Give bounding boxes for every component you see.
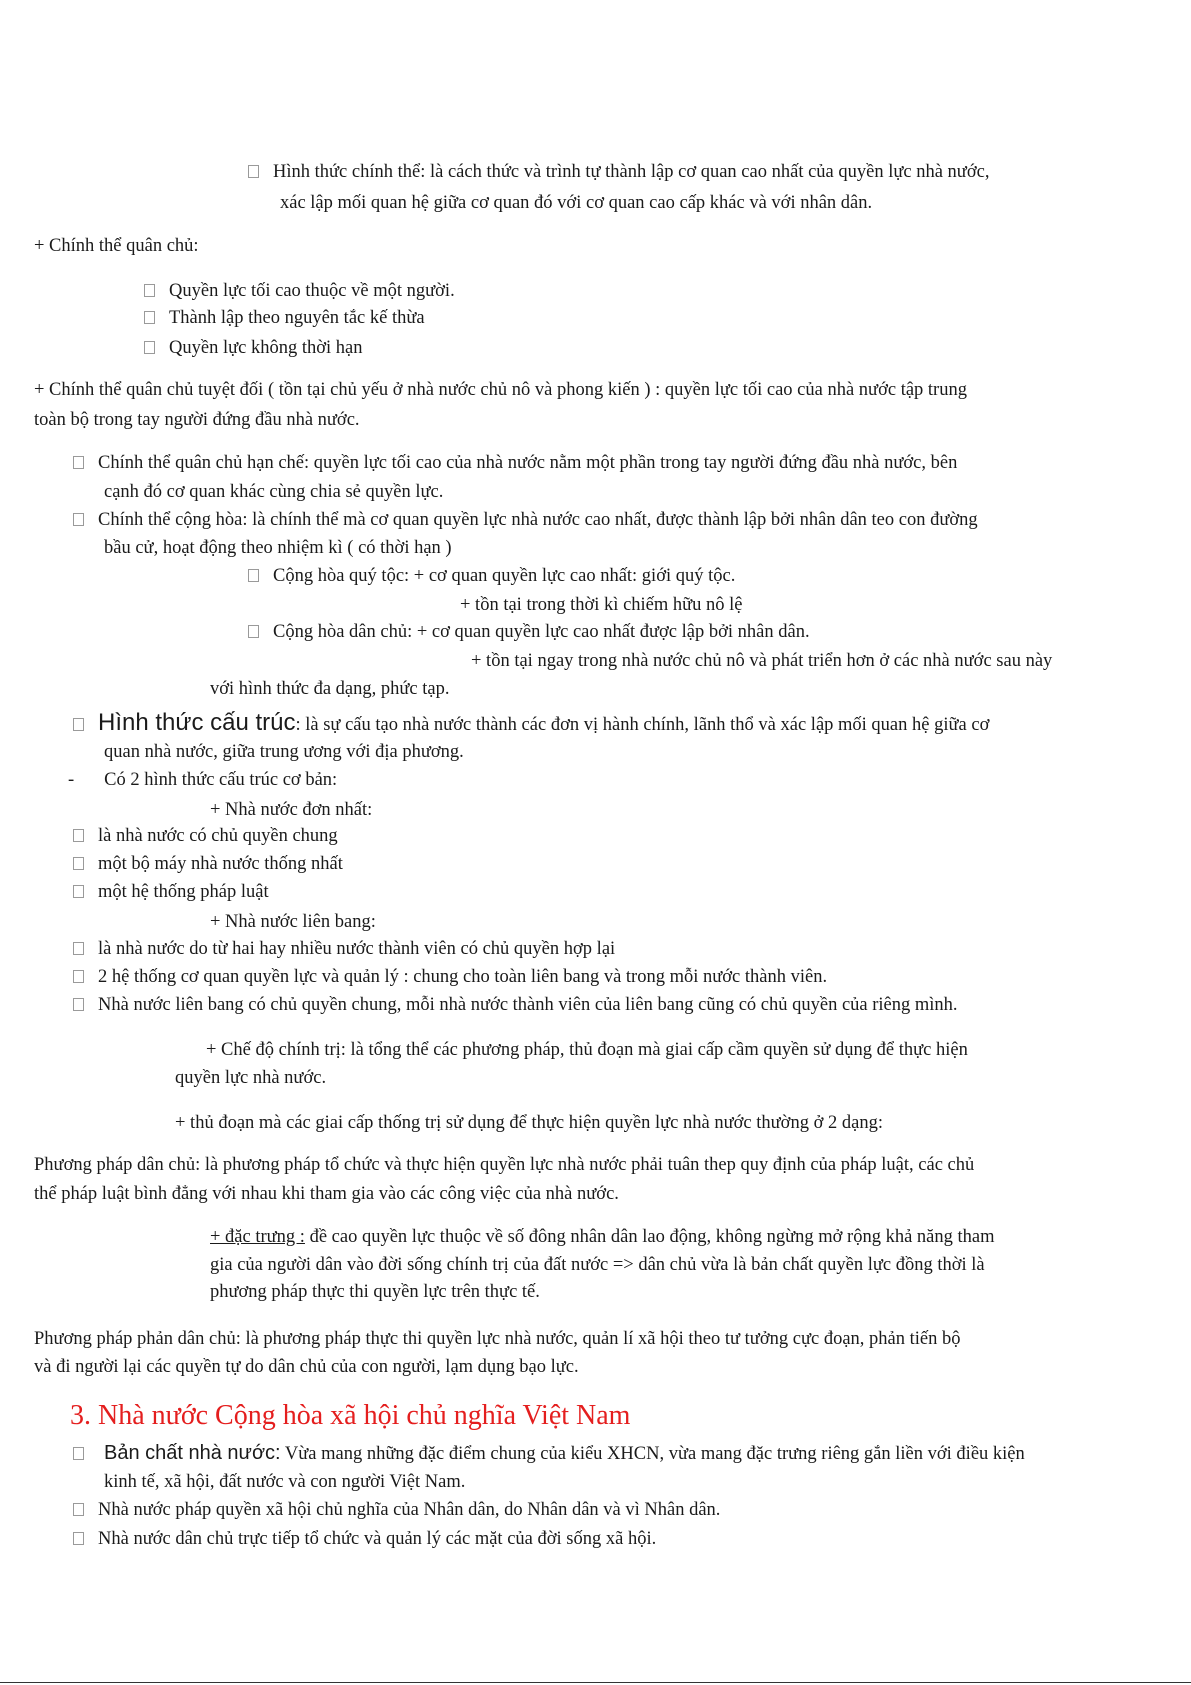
text: Nhà nước pháp quyền xã hội chủ nghĩa của Nhân dân, do Nhân dân và vì Nhân dân. [98, 1500, 721, 1520]
han-che-line-2: cạnh đó cơ quan khác cùng chia sẻ quyền lực. [104, 482, 444, 502]
quan-chu-bullet [144, 278, 455, 304]
checkbox-icon [73, 456, 84, 469]
lien-bang-bullet [73, 964, 827, 990]
checkbox-icon [73, 942, 84, 955]
ban-chat-line-2: kinh tế, xã hội, đất nước và con người Việt Nam. [104, 1472, 466, 1492]
ban-chat-label: Bản chất nhà nước: [104, 1442, 281, 1464]
text: Hình thức chính thể: là cách thức và trình tự thành lập cơ quan cao nhất của quyền lực nhà nước, [273, 162, 990, 182]
text: Nhà nước dân chủ trực tiếp tổ chức và quản lý các mặt của đời sống xã hội. [98, 1529, 657, 1549]
checkbox-icon [73, 885, 84, 898]
text: Vừa mang những đặc điểm chung của kiểu XHCN, vừa mang đặc trưng riêng gắn liền với điều kiện [280, 1444, 1025, 1464]
chinh-the-line-2: xác lập mối quan hệ giữa cơ quan đó với cơ quan cao cấp khác và với nhân dân. [280, 193, 873, 213]
checkbox-icon [248, 165, 259, 178]
cong-hoa-line-1 [73, 507, 978, 533]
checkbox-icon [144, 311, 155, 324]
bottom-divider [0, 1682, 1191, 1683]
text: Nhà nước liên bang có chủ quyền chung, mỗi nhà nước thành viên của liên bang cũng có chủ quyền của riêng mình. [98, 995, 958, 1015]
dac-trung-label: + đặc trưng : [210, 1227, 305, 1247]
checkbox-icon [73, 829, 84, 842]
che-do-line-1: + Chế độ chính trị: là tổng thể các phương pháp, thủ đoạn mà giai cấp cầm quyền sử dụng để thực hiện [206, 1040, 968, 1060]
chinh-the-line-1 [248, 159, 989, 185]
cau-truc-title: Hình thức cấu trúc [98, 709, 296, 736]
dac-trung-line-1 [210, 1224, 995, 1250]
cong-hoa-line-2: bầu cử, hoạt động theo nhiệm kì ( có thời hạn ) [104, 538, 452, 558]
don-nhat-heading: + Nhà nước đơn nhất: [210, 800, 373, 820]
lien-bang-bullet [73, 992, 958, 1018]
checkbox-icon [144, 284, 155, 297]
dash: - [68, 770, 75, 790]
dan-chu-line-2: + tồn tại ngay trong nhà nước chủ nô và phát triển hơn ở các nhà nước sau này [471, 651, 1053, 671]
section-3-bullet [73, 1497, 720, 1523]
text: Cộng hòa quý tộc: + cơ quan quyền lực cao nhất: giới quý tộc. [273, 566, 736, 586]
text: một hệ thống pháp luật [98, 882, 269, 902]
section-3-bullet [73, 1526, 656, 1552]
thu-doan-line: + thủ đoạn mà các giai cấp thống trị sử dụng để thực hiện quyền lực nhà nước thường ở 2 dạng: [175, 1113, 883, 1133]
lien-bang-bullet [73, 936, 615, 962]
don-nhat-bullet [73, 851, 343, 877]
text: là nhà nước có chủ quyền chung [98, 826, 338, 846]
text: Có 2 hình thức cấu trúc cơ bản: [104, 770, 338, 790]
dac-trung-line-3: phương pháp thực thi quyền lực trên thực tế. [210, 1282, 540, 1302]
checkbox-icon [73, 1532, 84, 1545]
text: Chính thể quân chủ hạn chế: quyền lực tối cao của nhà nước nằm một phần trong tay người đứng đầu nhà nước, bên [98, 453, 958, 473]
text: Cộng hòa dân chủ: + cơ quan quyền lực cao nhất được lập bởi nhân dân. [273, 622, 810, 642]
phan-dan-chu-line-2: và đi người lại các quyền tự do dân chủ của con người, lạm dụng bạo lực. [34, 1357, 579, 1377]
dan-chu-line-1 [248, 619, 810, 645]
text: một bộ máy nhà nước thống nhất [98, 854, 343, 874]
tuyet-doi-line-2: toàn bộ trong tay người đứng đầu nhà nước. [34, 410, 360, 430]
don-nhat-bullet [73, 823, 338, 849]
don-nhat-bullet [73, 879, 269, 905]
checkbox-icon [73, 998, 84, 1011]
quan-chu-bullet [144, 335, 362, 361]
checkbox-icon [248, 625, 259, 638]
dan-chu-method-line-2: thể pháp luật bình đẳng với nhau khi tham gia vào các công việc của nhà nước. [34, 1184, 619, 1204]
quy-toc-line-2: + tồn tại trong thời kì chiếm hữu nô lệ [460, 595, 743, 615]
checkbox-icon [73, 1503, 84, 1516]
checkbox-icon [73, 1447, 84, 1460]
dan-chu-line-3: với hình thức đa dạng, phức tạp. [210, 679, 450, 699]
text: 2 hệ thống cơ quan quyền lực và quản lý : chung cho toàn liên bang và trong mỗi nước thành viên. [98, 967, 828, 987]
che-do-line-2: quyền lực nhà nước. [175, 1068, 327, 1088]
text: Quyền lực tối cao thuộc về một người. [169, 281, 455, 301]
checkbox-icon [73, 857, 84, 870]
text: Thành lập theo nguyên tắc kế thừa [169, 308, 425, 328]
quy-toc-line-1 [248, 563, 735, 589]
checkbox-icon [73, 970, 84, 983]
checkbox-icon [73, 718, 84, 731]
checkbox-icon [73, 513, 84, 526]
checkbox-icon [248, 569, 259, 582]
han-che-line-1 [73, 450, 957, 476]
quan-chu-heading: + Chính thể quân chủ: [34, 236, 199, 256]
text: Quyền lực không thời hạn [169, 338, 363, 358]
dan-chu-method-line-1: Phương pháp dân chủ: là phương pháp tổ chức và thực hiện quyền lực nhà nước phải tuân thep quy định của pháp luật, các chủ [34, 1155, 975, 1175]
ban-chat-line-1 [73, 1440, 1025, 1467]
text: Chính thể cộng hòa: là chính thể mà cơ quan quyền lực nhà nước cao nhất, được thành lập bởi nhân dân teo con đường [98, 510, 978, 530]
phan-dan-chu-line-1: Phương pháp phản dân chủ: là phương pháp thực thi quyền lực nhà nước, quản lí xã hội theo tư tưởng cực đoạn, phản tiến bộ [34, 1329, 961, 1349]
checkbox-icon [144, 341, 155, 354]
dac-trung-line-2: gia của người dân vào đời sống chính trị của đất nước => dân chủ vừa là bản chất quyền lực đồng thời là [210, 1255, 985, 1275]
lien-bang-heading: + Nhà nước liên bang: [210, 912, 376, 932]
tuyet-doi-line-1: + Chính thể quân chủ tuyệt đối ( tồn tại chủ yếu ở nhà nước chủ nô và phong kiến ) : quyền lực tối cao của nhà nước tập trung [34, 380, 967, 400]
text: đề cao quyền lực thuộc về số đông nhân dân lao động, không ngừng mở rộng khả năng tham [304, 1227, 995, 1247]
cau-truc-line-2: quan nhà nước, giữa trung ương với địa phương. [104, 742, 464, 762]
quan-chu-bullet [144, 305, 425, 331]
text: là nhà nước do từ hai hay nhiều nước thành viên có chủ quyền hợp lại [98, 939, 616, 959]
text: : là sự cấu tạo nhà nước thành các đơn vị hành chính, lãnh thổ và xác lập mối quan hệ giữa cơ [295, 715, 990, 735]
section-3-heading: 3. Nhà nước Cộng hòa xã hội chủ nghĩa Việt Nam [70, 1400, 631, 1431]
co2-line [68, 767, 337, 793]
cau-truc-line-1 [73, 710, 989, 738]
